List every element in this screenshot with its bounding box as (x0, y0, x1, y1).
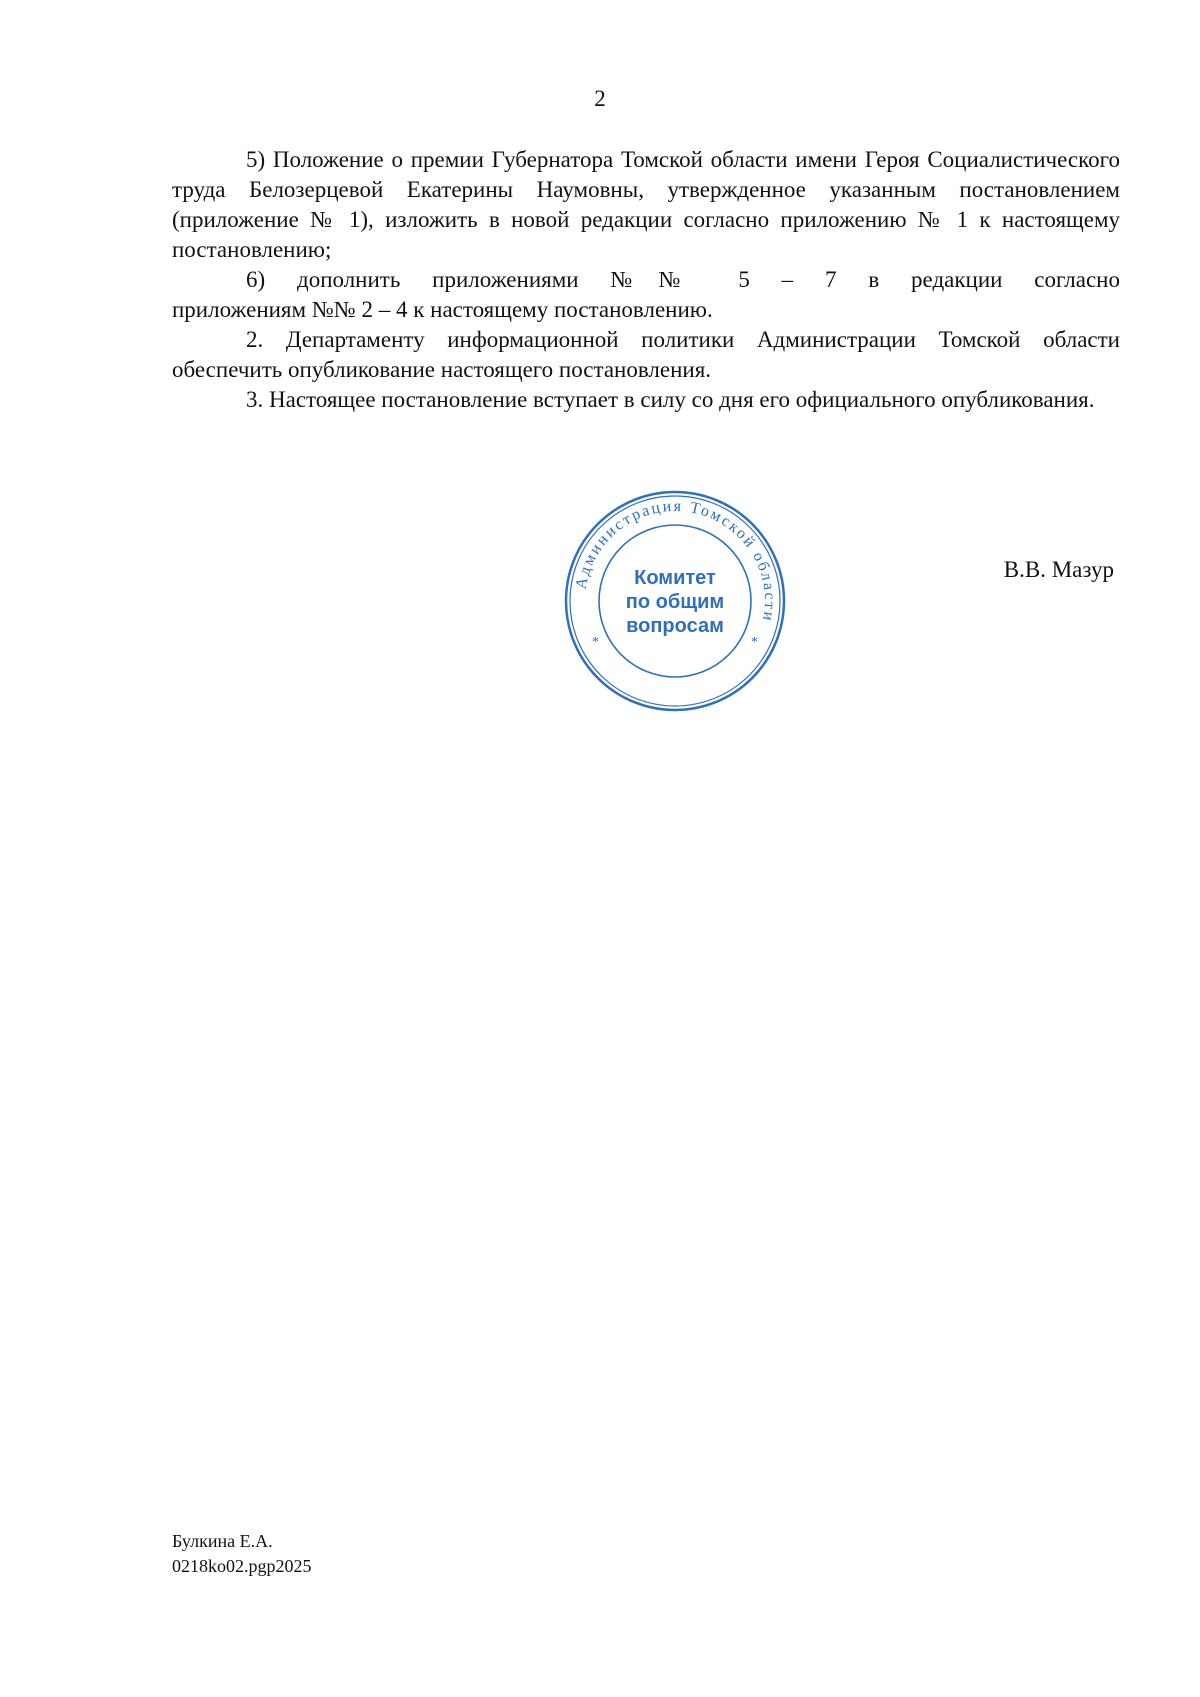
document-body (172, 145, 1120, 415)
stamp-star-left: * (592, 635, 599, 650)
stamp-center-line: Комитет (634, 567, 716, 589)
page-number: 2 (594, 86, 606, 111)
stamp-center-line: по общим (625, 591, 725, 613)
document-footer (172, 1529, 312, 1579)
paragraph-item-5: 5) Положение о премии Губернатора Томской области имени Героя Социалистического труда Белозерцевой Екатерины Наумовны, утвержденное указанным постановлением (приложение № 1), изложить в новой редакции согласно приложению № 1 к настоящему постановлению; (172, 147, 1120, 262)
stamp-center-line: вопросам (626, 615, 724, 637)
paragraph-point-3: 3. Настоящее постановление вступает в силу со дня его официального опубликования. (246, 387, 1095, 412)
paragraph-item-6: 6) дополнить приложениями №№ 5 – 7 в редакции согласно (246, 267, 1120, 292)
footer-code: 0218ko02.pgp2025 (172, 1556, 312, 1576)
stamp-ring-text: Администрация Томской области (572, 497, 779, 624)
paragraph-point-2: 2. Департаменту информационной политики Администрации Томской области обеспечить опубликование настоящего постановления. (172, 327, 1120, 382)
paragraph-item-6-continuation: приложениям №№ 2 – 4 к настоящему постановлению. (172, 297, 713, 322)
stamp-seal-graphic (562, 488, 788, 714)
official-stamp (562, 488, 788, 714)
stamp-star-right: * (751, 635, 758, 650)
signature-name: В.В. Мазур (1003, 557, 1114, 582)
footer-author: Булкина Е.А. (172, 1531, 273, 1551)
